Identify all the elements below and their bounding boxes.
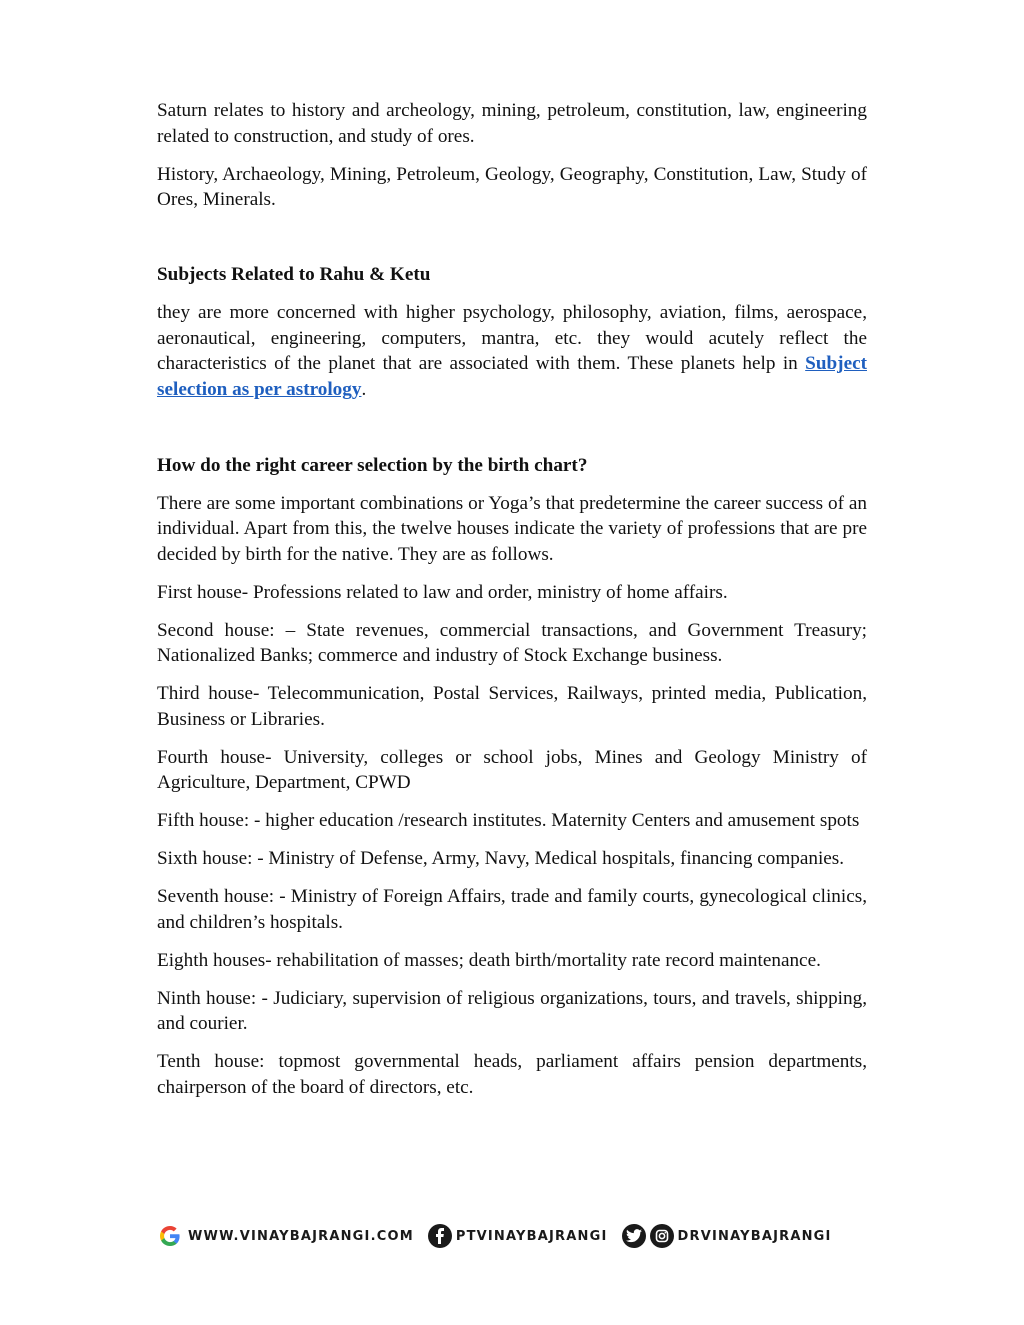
house-fifth: Fifth house: - higher education /research institutes. Maternity Centers and amusement spots (157, 810, 860, 831)
house-fourth: Fourth house- University, colleges or school jobs, Mines and Geology Ministry of Agriculture, Department, CPWD (157, 746, 867, 793)
rahu-body-end: . (361, 378, 367, 400)
house-first: First house- Professions related to law and order, ministry of home affairs. (157, 581, 728, 603)
heading-rahu-ketu: Subjects Related to Rahu & Ketu (157, 264, 431, 285)
house-third: Third house- Telecommunication, Postal Services, Railways, printed media, Publication, Business or Libraries. (157, 683, 867, 730)
paragraph-saturn-2: History, Archaeology, Mining, Petroleum, Geology, Geography, Constitution, Law, Study of Ores, Minerals. (157, 163, 867, 210)
footer-website[interactable] (158, 1224, 414, 1248)
subject-selection-link[interactable]: Subject selection as per astrology (157, 353, 867, 400)
house-tenth: Tenth house: topmost governmental heads, parliament affairs pension departments, chairperson of the board of directors, etc. (157, 1051, 867, 1098)
website-text: WWW.VINAYBAJRANGI.COM (188, 1228, 414, 1244)
house-second: Second house: – State revenues, commercial transactions, and Government Treasury; Nationalized Banks; commerce and industry of Stock Exchange business. (157, 619, 867, 666)
paragraph-career-intro: There are some important combinations or Yoga’s that predetermine the career success of an individual. Apart from this, the twelve houses indicate the variety of professions that are pre decided by birth for the native. They are as follows. (157, 492, 867, 565)
heading-career-selection: How do the right career selection by the birth chart? (157, 454, 588, 476)
house-seventh: Seventh house: - Ministry of Foreign Affairs, trade and family courts, gynecological clinics, and children’s hospitals. (157, 886, 867, 933)
twitter-icon (622, 1224, 646, 1248)
instagram-icon (650, 1224, 674, 1248)
house-eighth: Eighth houses- rehabilitation of masses; death birth/mortality rate record maintenance. (157, 949, 821, 971)
paragraph-rahu-ketu (157, 300, 867, 402)
facebook-icon (428, 1224, 452, 1248)
facebook-text: PTVINAYBAJRANGI (455, 1228, 608, 1244)
rahu-body-text: they are more concerned with higher psychology, philosophy, aviation, films, aerospace, aeronautical, engineering, computers, mantra, etc. they would acutely reflect the characteristics of the planet that are associated with them. These planets help in (157, 302, 867, 374)
footer-facebook[interactable] (428, 1224, 608, 1248)
paragraph-saturn-1: Saturn relates to history and archeology, mining, petroleum, constitution, law, engineering related to construction, and study of ores. (157, 100, 867, 147)
house-ninth: Ninth house: - Judiciary, supervision of religious organizations, tours, and travels, shipping, and courier. (157, 987, 867, 1034)
google-icon (158, 1224, 182, 1248)
social-text: DRVINAYBAJRANGI (677, 1228, 832, 1244)
document-body (157, 98, 867, 1113)
footer-bar (158, 1223, 870, 1249)
house-sixth: Sixth house: - Ministry of Defense, Army, Navy, Medical hospitals, financing companies. (157, 848, 845, 869)
footer-social[interactable] (622, 1224, 832, 1248)
